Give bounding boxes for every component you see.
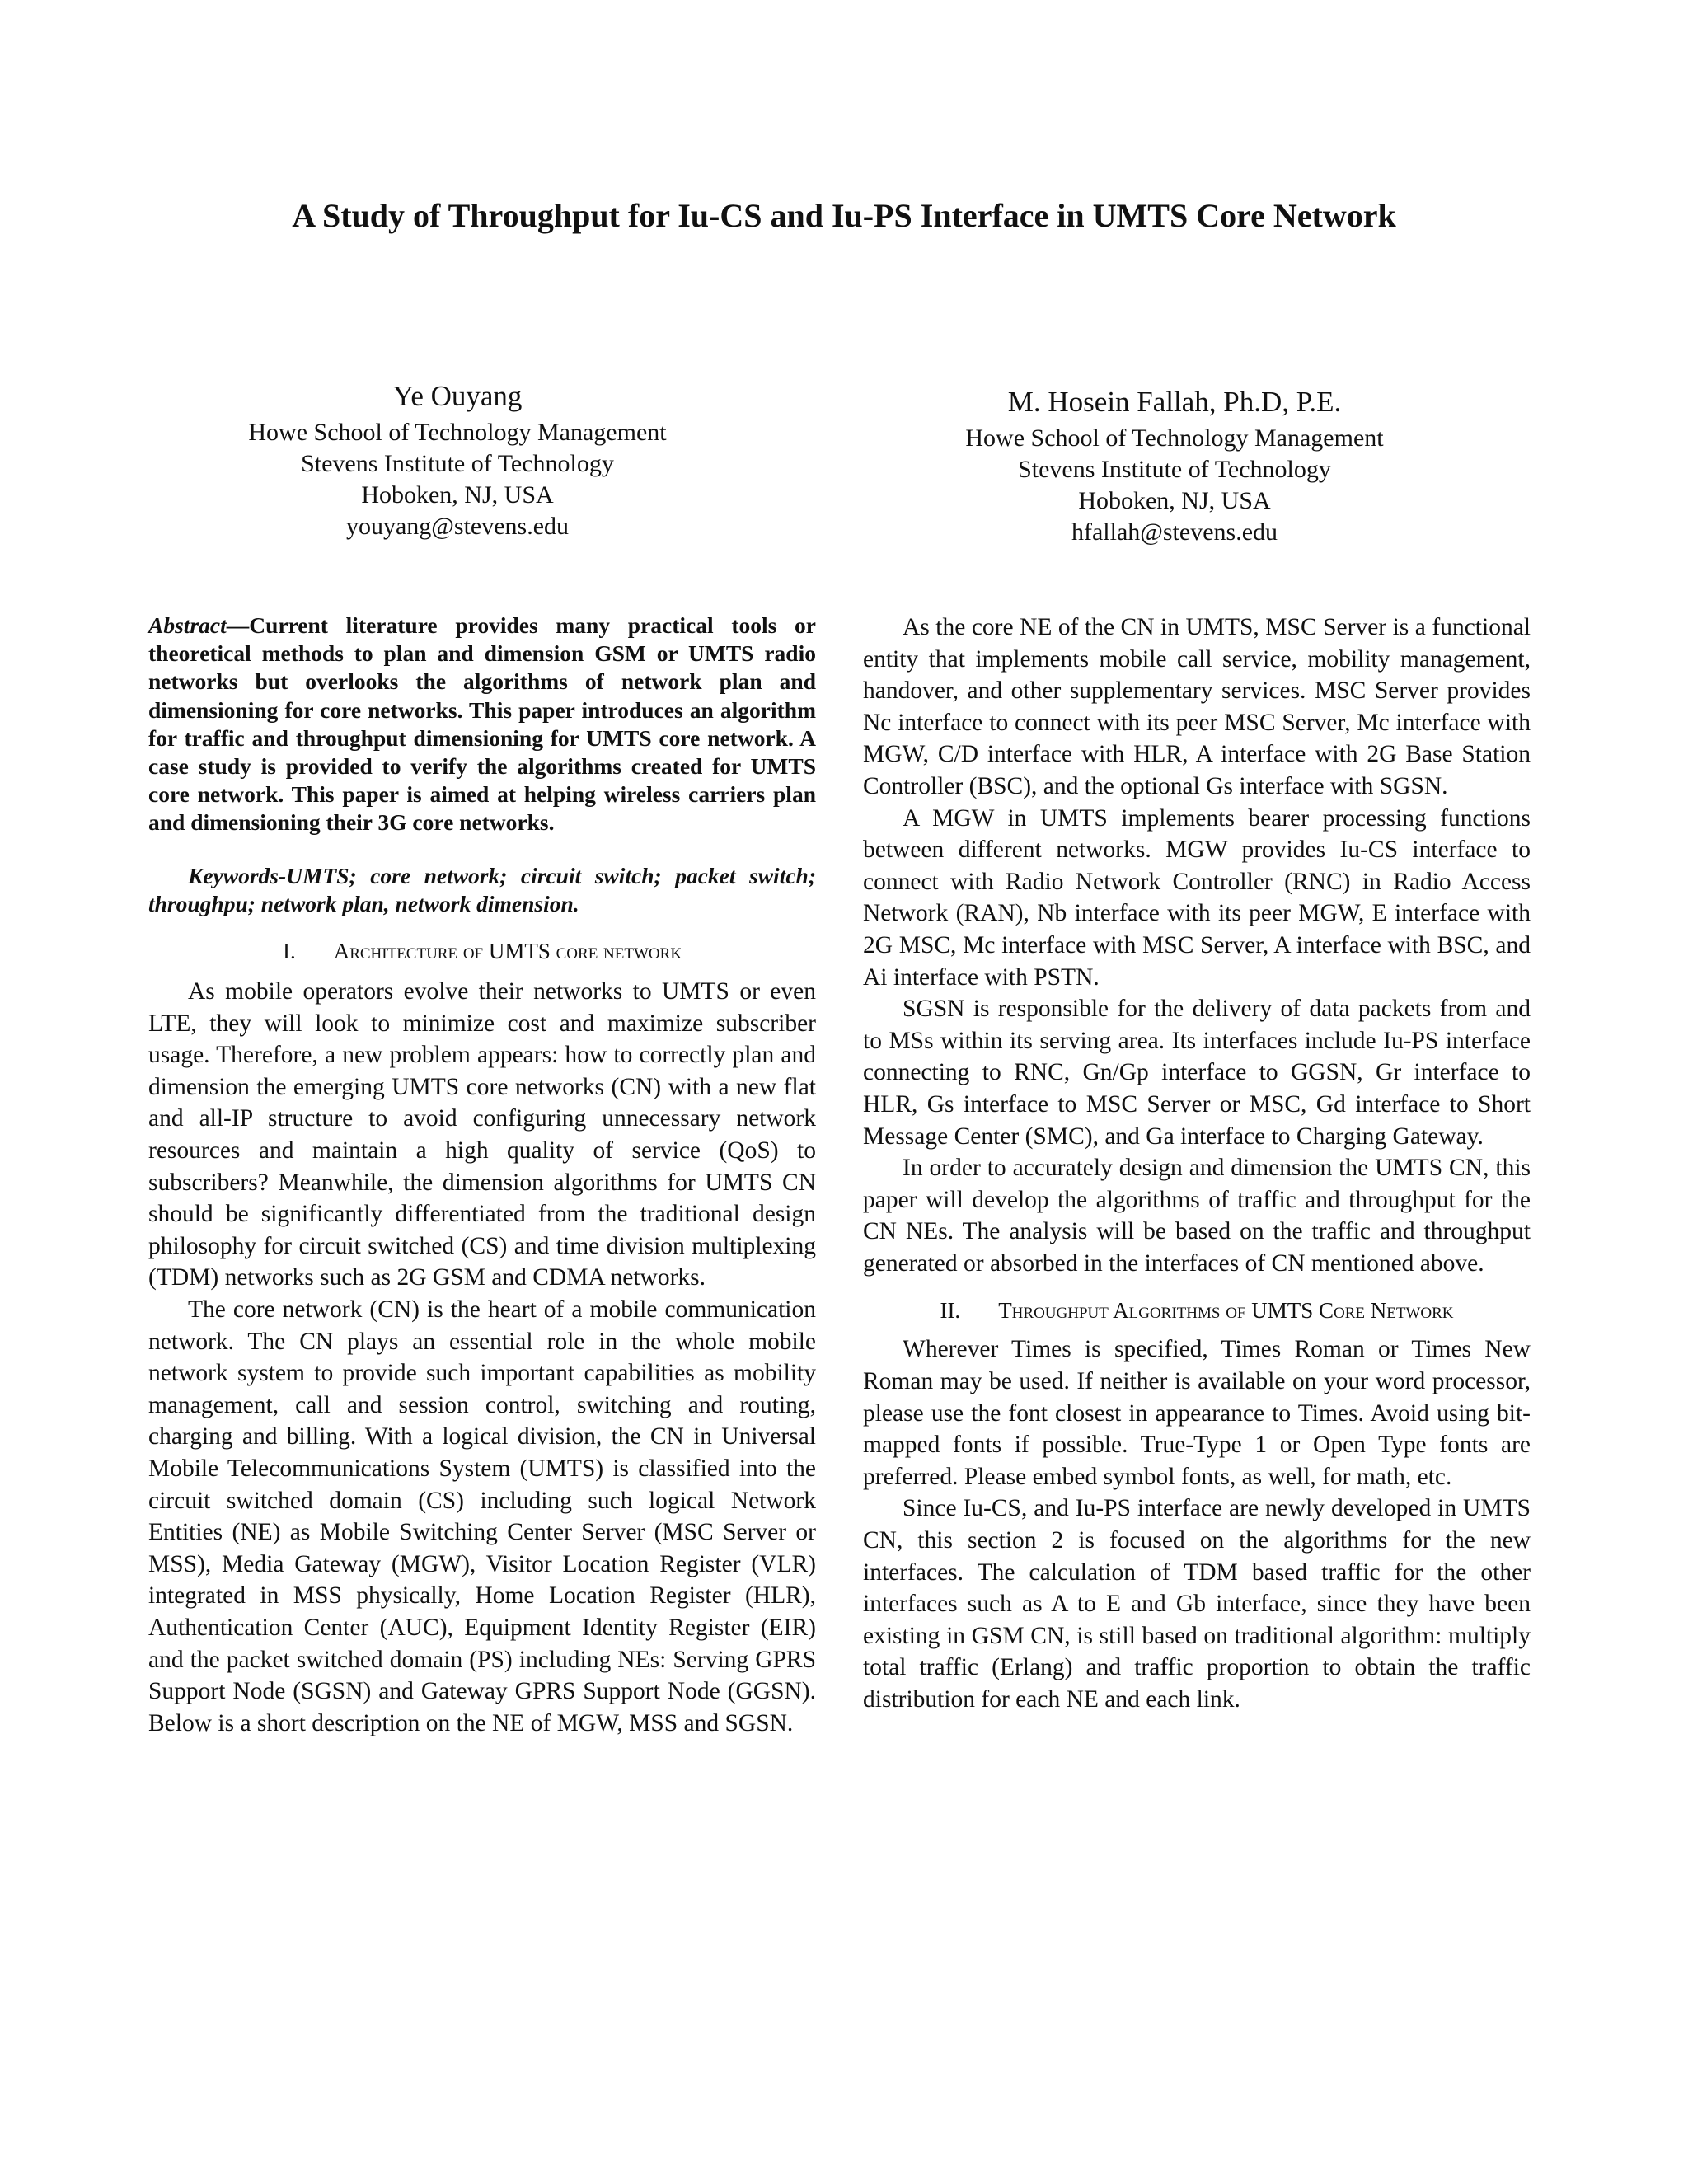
author-block-1 [140, 377, 775, 542]
section-number: II. [940, 1298, 961, 1324]
section-title: Throughput Algorithms of UMTS Core Network [998, 1298, 1454, 1324]
author-affiliation: Howe School of Technology Management [248, 419, 667, 446]
paper-title: A Study of Throughput for Iu-CS and Iu-PS Interface in UMTS Core Network [292, 197, 1396, 234]
body-paragraph: Wherever Times is specified, Times Roman or Times New Roman may be used. If neither is available on your word processor, please use the font closest in appearance to Times. Avoid using bit-mapped fonts if possible. True-Type 1 or Open Type fonts are preferred. Please embed symbol fonts, as well, for math, etc. [863, 1336, 1531, 1490]
author-location: Hoboken, NJ, USA [1078, 487, 1271, 514]
author-name: Ye Ouyang [392, 380, 523, 412]
author-email: youyang@stevens.edu [345, 513, 570, 540]
author-block-2 [857, 383, 1492, 548]
author-name: M. Hosein Fallah, Ph.D, P.E. [1007, 386, 1342, 418]
body-paragraph: A MGW in UMTS implements bearer processing functions between different networks. MGW provides Iu-CS interface to connect with Radio Network Controller (RNC) in Radio Access Network (RAN), Nb interface with its peer MGW, E interface with 2G MSC, Mc interface with MSC Server, A interface with BSC, and Ai interface with PSTN. [863, 804, 1531, 991]
body-paragraph: In order to accurately design and dimension the UMTS CN, this paper will develop the algorithms of traffic and throughput for the CN NEs. The analysis will be based on the traffic and throughput generated or absorbed in the interfaces of CN mentioned above. [863, 1155, 1531, 1277]
section-heading-1 [148, 936, 816, 966]
body-paragraph: The core network (CN) is the heart of a mobile communication network. The CN plays an essential role in the whole mobile network system to provide such important capabilities as mobility management, call and session control, switching and routing, charging and billing. With a logical division, the CN in Universal Mobile Telecommunications System (UMTS) is classified into the circuit switched domain (CS) including such logical Network Entities (NE) as Mobile Switching Center Server (MSC Server or MSS), Media Gateway (MGW), Visitor Location Register (VLR) integrated in MSS physically, Home Location Register (HLR), Authentication Center (AUC), Equipment Identity Register (EIR) and the packet switched domain (PS) including NEs: Serving GPRS Support Node (SGSN) and Gateway GPRS Support Node (GGSN). Below is a short description on the NE of MGW, MSS and SGSN. [148, 1296, 816, 1736]
author-institution: Stevens Institute of Technology [301, 450, 614, 477]
author-email: hfallah@stevens.edu [1071, 518, 1278, 546]
section-heading-2 [912, 1296, 1481, 1325]
abstract-lead: Abstract [148, 612, 227, 638]
body-paragraph: SGSN is responsible for the delivery of data packets from and to MSs within its serving area. Its interfaces include Iu-PS interface connecting to RNC, Gn/Gp interface to GGSN, Gr interface to HLR, Gs interface to MSC Server or MSC, Gd interface to Short Message Center (SMC), and Ga interface to Charging Gateway. [863, 996, 1531, 1150]
body-paragraph: Since Iu-CS, and Iu-PS interface are newly developed in UMTS CN, this section 2 is focused on the algorithms for the new interfaces. The calculation of TDM based traffic for the other interfaces such as A to E and Gb interface, since they have been existing in GSM CN, is still based on traditional algorithm: multiply total traffic (Erlang) and traffic proportion to obtain the traffic distribution for each NE and each link. [863, 1495, 1531, 1713]
abstract [148, 612, 816, 837]
author-affiliation: Howe School of Technology Management [965, 424, 1384, 452]
body-paragraph: As mobile operators evolve their networks to UMTS or even LTE, they will look to minimize cost and maximize subscriber usage. Therefore, a new problem appears: how to correctly plan and dimension the emerging UMTS core networks (CN) with a new flat and all-IP structure to avoid configuring unnecessary network resources and maintain a high quality of service (QoS) to subscribers? Meanwhile, the dimension algorithms for UMTS CN should be significantly differentiated from the traditional design philosophy for circuit switched (CS) and time division multiplexing (TDM) networks such as 2G GSM and CDMA networks. [148, 978, 816, 1291]
body-paragraph: As the core NE of the CN in UMTS, MSC Server is a functional entity that implements mobile call service, mobility management, handover, and other supplementary services. MSC Server provides Nc interface to connect with its peer MSC Server, Mc interface with MGW, C/D interface with HLR, A interface with 2G Base Station Controller (BSC), and the optional Gs interface with SGSN. [863, 614, 1531, 799]
right-column [863, 612, 1531, 1716]
abstract-text: —Current literature provides many practical tools or theoretical methods to plan and dimension GSM or UMTS radio networks but overlooks the algorithms of network plan and dimensioning for core networks. This paper introduces an algorithm for traffic and throughput dimensioning for UMTS core network. A case study is provided to verify the algorithms created for UMTS core network. This paper is aimed at helping wireless carriers plan and dimensioning their 3G core networks. [148, 612, 816, 836]
section-title: Architecture of UMTS core network [333, 939, 682, 964]
keywords: Keywords-UMTS; core network; circuit switch; packet switch; throughpu; network plan, network dimension. [148, 862, 816, 916]
author-location: Hoboken, NJ, USA [361, 481, 554, 509]
author-institution: Stevens Institute of Technology [1018, 456, 1331, 483]
section-number: I. [282, 939, 296, 964]
left-column [148, 612, 816, 1739]
